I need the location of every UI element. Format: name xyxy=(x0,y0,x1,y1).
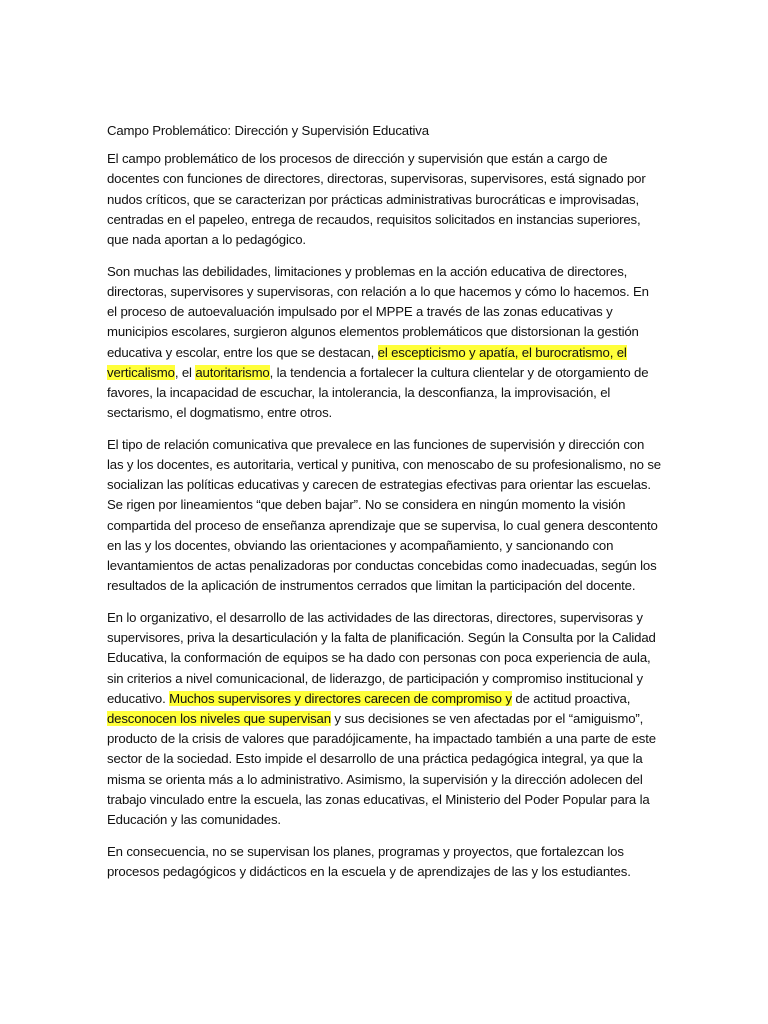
paragraph-3: El tipo de relación comunicativa que prevalece en las funciones de supervisión y dirección con las y los docentes, es autoritaria, vertical y punitiva, con menoscabo de su profesionalismo, no se socializan las políticas educativas y carecen de estrategias efectivas para orientar las escuelas. Se rigen por lineamientos “que deben bajar”. No se considera en ningún momento la visión compartida del proceso de enseñanza aprendizaje que se supervisa, lo cual genera descontento en las y los docentes, obviando las orientaciones y acompañamiento, y sancionando con levantamientos de actas penalizadoras por conductas concebidas como inadecuadas, según los resultados de la aplicación de instrumentos cerrados que limitan la participación del docente. xyxy=(107,436,661,594)
highlight-compromiso: Muchos supervisores y directores carecen de compromiso y xyxy=(169,690,512,706)
paragraph-5: En consecuencia, no se supervisan los planes, programas y proyectos, que fortalezcan los procesos pedagógicos y didácticos en la escuela y de aprendizajes de las y los estudiantes. xyxy=(107,843,631,879)
paragraph-4-text-c: y sus decisiones se ven afectadas por el “amiguismo”, producto de la crisis de valores que paradójicamente, ha impactado también a una parte de este sector de la sociedad. Esto impide el desarrollo de una práctica pedagógica integral, ya que la misma se orienta más a lo administrativo. Asimismo, la supervisión y la dirección adolecen del trabajo vinculado entre la escuela, las zonas educativas, el Ministerio del Poder Popular para la Educación y las comunidades. xyxy=(107,710,656,827)
highlight-niveles: desconocen los niveles que supervisan xyxy=(107,710,331,726)
paragraph-1: El campo problemático de los procesos de dirección y supervisión que están a cargo de docentes con funciones de directores, directoras, supervisoras, supervisores, está signado por nudos críticos, que se caracterizan por prácticas administrativas burocráticas e improvisadas, centradas en el papeleo, entrega de recaudos, requisitos solicitados en instancias superiores, que nada aportan a lo pedagógico. xyxy=(107,151,646,248)
highlight-autoritarismo: autoritarismo xyxy=(195,364,270,380)
paragraph-4-text-b: de actitud proactiva, xyxy=(511,690,631,706)
paragraph-2-text-b: , el xyxy=(174,364,196,380)
paragraph-2 xyxy=(107,262,662,424)
document-title: Campo Problemático: Dirección y Supervisión Educativa xyxy=(107,123,429,138)
highlight-escepticismo: el escepticismo y apatía, el burocratismo, el verticalismo xyxy=(107,344,627,380)
paragraph-2-text-a: Son muchas las debilidades, limitaciones y problemas en la acción educativa de directores, directoras, supervisores y supervisoras, con relación a lo que hacemos y cómo lo hacemos. En el proceso de autoevaluación impulsado por el MPPE a través de las zonas educativas y municipios escolares, surgieron algunos elementos problemáticos que distorsionan la gestión educativa y escolar, entre los que se destacan, xyxy=(107,263,649,360)
paragraph-4 xyxy=(107,608,662,830)
document-body xyxy=(107,121,662,894)
paragraph-4-text-a: En lo organizativo, el desarrollo de las actividades de las directoras, directores, supervisoras y supervisores, priva la desarticulación y la falta de planificación. Según la Consulta por la Calidad Educativa, la conformación de equipos se ha dado con personas con poca experiencia de aula, sin criterios a nivel comunicacional, de liderazgo, de participación y compromiso institucional y educativo. xyxy=(107,609,656,706)
paragraph-2-text-c: , la tendencia a fortalecer la cultura clientelar y de otorgamiento de favores, la incapacidad de escuchar, la intolerancia, la desconfianza, la improvisación, el sectarismo, el dogmatismo, entre otros. xyxy=(107,364,649,421)
